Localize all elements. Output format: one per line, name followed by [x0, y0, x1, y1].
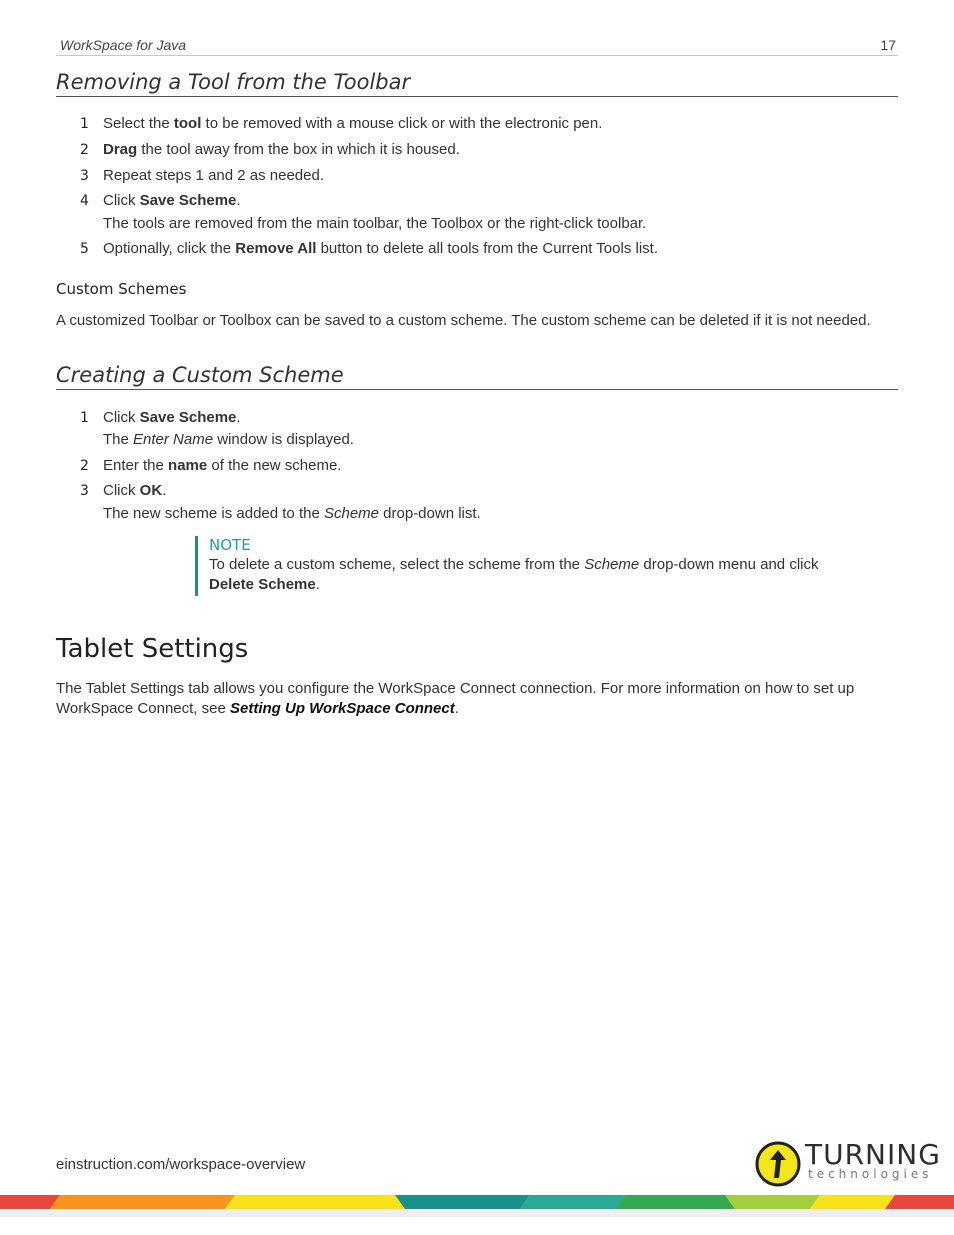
subheading-custom-schemes: Custom Schemes — [56, 280, 187, 298]
step-number: 3 — [80, 483, 89, 499]
turning-technologies-logo — [755, 1138, 941, 1190]
footer-url: einstruction.com/workspace-overview — [56, 1156, 306, 1173]
step-text: Repeat steps 1 and 2 as needed. — [103, 167, 325, 184]
note-text: To delete a custom scheme, select the scheme from the Scheme drop-down menu and click Delete Scheme. — [209, 556, 819, 593]
step-text: Enter the name of the new scheme. — [103, 457, 342, 474]
setting-up-workspace-connect-link[interactable]: Setting Up WorkSpace Connect — [229, 700, 455, 717]
step-text: Select the tool to be removed with a mouse click or with the electronic pen. — [103, 115, 603, 132]
step-number: 1 — [80, 116, 89, 132]
step-number: 2 — [80, 458, 89, 474]
step-text: Click Save Scheme. — [103, 409, 241, 426]
section-heading-removing: Removing a Tool from the Toolbar — [56, 68, 898, 97]
step-text: Click OK. — [103, 482, 167, 499]
step-number: 2 — [80, 142, 89, 158]
step-text: Drag the tool away from the box in which it is housed. — [103, 141, 460, 158]
page-number: 17 — [880, 37, 896, 53]
step-result: The Enter Name window is displayed. — [103, 431, 354, 448]
paragraph: A customized Toolbar or Toolbox can be saved to a custom scheme. The custom scheme can be deleted if it is not needed. — [56, 312, 871, 329]
footer-color-bar — [0, 1195, 954, 1209]
note-bar — [195, 536, 198, 596]
step-result: The tools are removed from the main toolbar, the Toolbox or the right-click toolbar. — [103, 215, 647, 232]
turning-logo-icon — [755, 1141, 801, 1187]
step-number: 3 — [80, 168, 89, 184]
step-number: 4 — [80, 193, 89, 209]
logo-wordmark: TURNING — [805, 1138, 941, 1171]
heading-tablet-settings: Tablet Settings — [56, 634, 249, 664]
footer-shadow — [0, 1209, 954, 1217]
note-label: NOTE — [209, 536, 251, 554]
step-text: Optionally, click the Remove All button to delete all tools from the Current Tools list. — [103, 240, 658, 257]
step-number: 1 — [80, 410, 89, 426]
step-result: The new scheme is added to the Scheme drop-down list. — [103, 505, 481, 522]
logo-subtitle: technologies — [808, 1167, 933, 1181]
paragraph: The Tablet Settings tab allows you configure the WorkSpace Connect connection. For more information on how to set up WorkSpace Connect, see Setting Up WorkSpace Connect. — [56, 680, 855, 717]
running-title: WorkSpace for Java — [60, 37, 187, 53]
header-divider — [56, 55, 898, 56]
step-text: Click Save Scheme. — [103, 192, 241, 209]
section-heading-creating: Creating a Custom Scheme — [56, 361, 898, 390]
step-number: 5 — [80, 241, 89, 257]
